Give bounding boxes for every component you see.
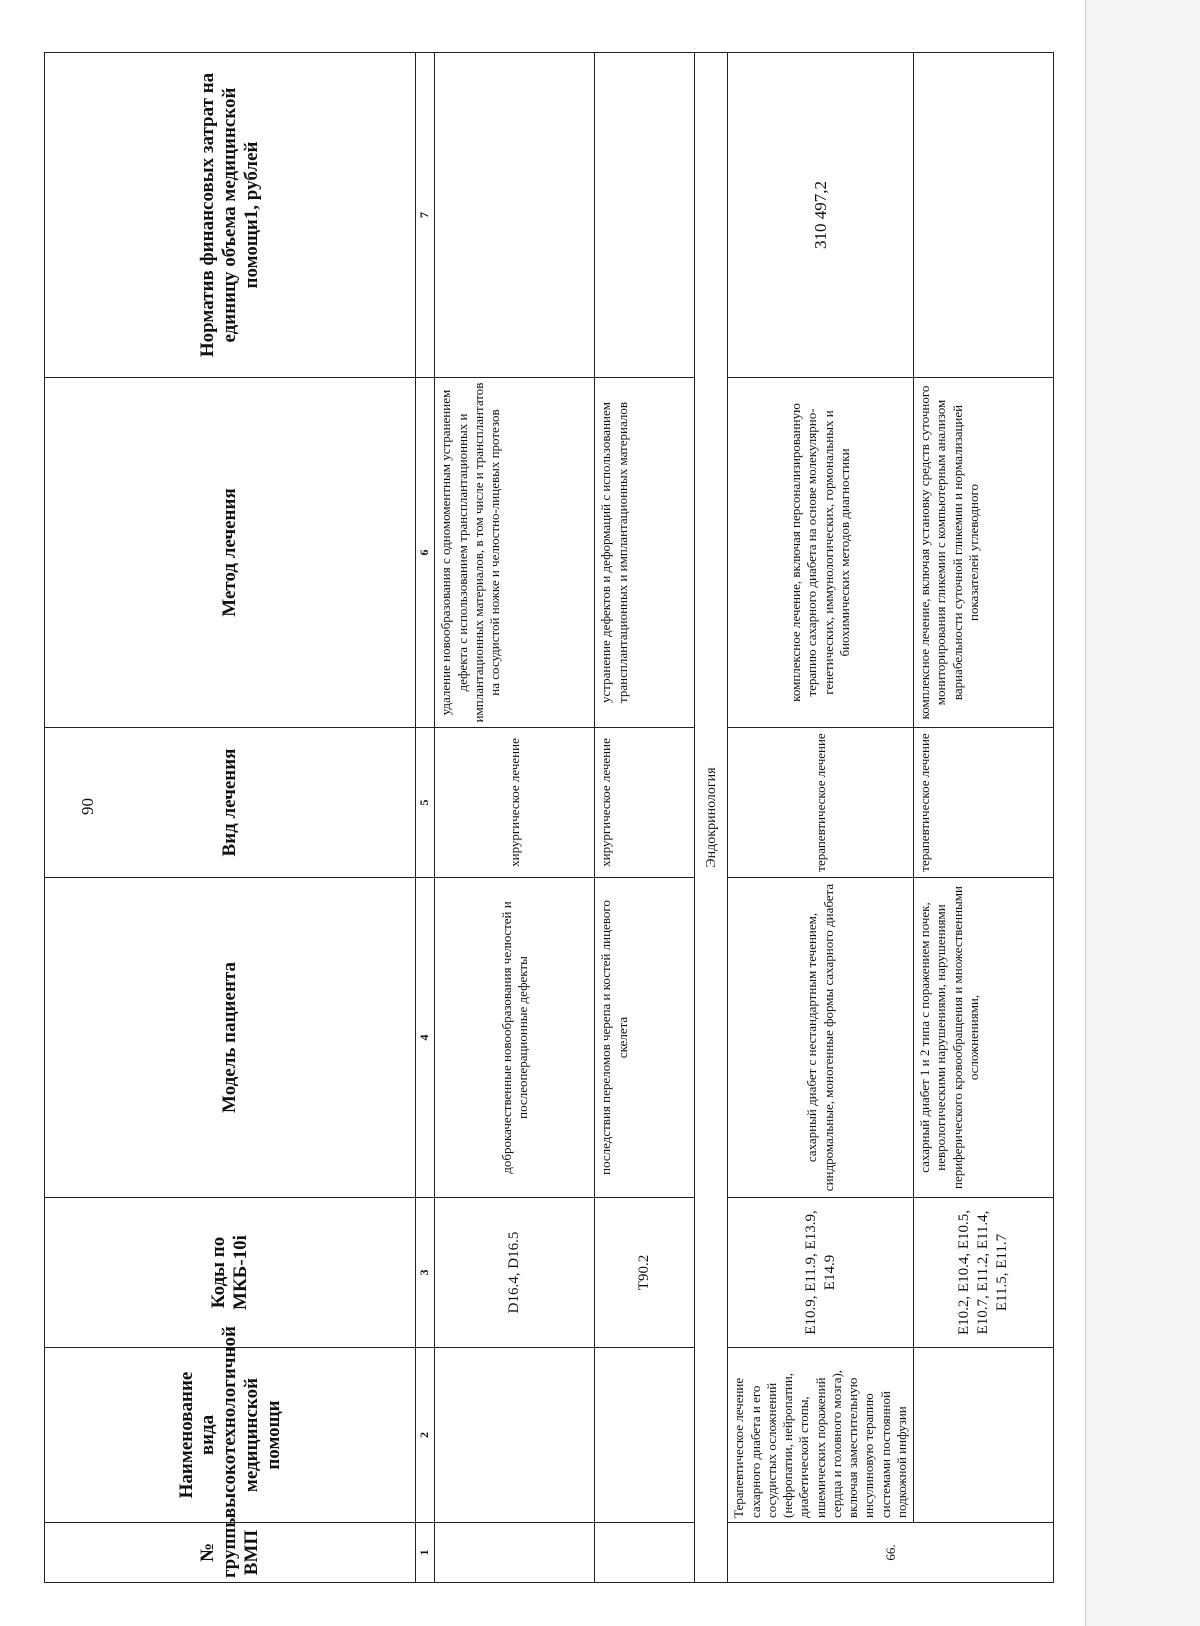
section-title: Эндокринология	[695, 53, 728, 1583]
treatment-type-cell: хирургическое лечение	[435, 728, 595, 878]
cost-norm-cell	[435, 53, 595, 378]
group-number-cell: 66.	[728, 1523, 1054, 1583]
patient-model-cell: сахарный диабет 1 и 2 типа с поражением почек, неврологическими нарушениями, нарушениями периферического кровообращения и множественными осложнениями,	[914, 878, 1054, 1198]
treatment-method-cell: устранение дефектов и деформаций с использованием трансплантационных и имплантационных материалов	[595, 378, 695, 728]
care-name-cell	[435, 1348, 595, 1523]
treatment-method-cell: удаление новообразования с одномоментным устранением дефекта с использованием трансплантационных и имплантационных материалов, в том числе и трансплантатов на сосудистой ножке и челюстно-лицевых протезов	[435, 378, 595, 728]
header-icd-codes: Коды по МКБ-10i	[45, 1198, 416, 1348]
column-number: 4	[416, 878, 435, 1198]
group-number-cell	[595, 1523, 695, 1583]
treatment-method-cell: комплексное лечение, включая персонализированную терапию сахарного диабета на основе молекулярно-генетических, иммунологических, гормональных и биохимических методов диагностики	[728, 378, 914, 728]
cost-norm-cell	[914, 53, 1054, 378]
cost-norm-cell: 310 497,2	[728, 53, 914, 378]
care-name-cell: Терапевтическое лечение сахарного диабета и его сосудистых осложнений (нефропатии, нейропатии, диабетической стопы, ишемических поражений сердца и головного мозга), включая заместительную инсулиновую терапию системами постоянной подкожной инфузии	[728, 1348, 914, 1523]
table-row	[435, 53, 595, 1583]
care-name-cell	[914, 1348, 1054, 1523]
care-name-cell	[595, 1348, 695, 1523]
vmp-table	[44, 52, 1054, 1583]
icd-codes-cell: D16.4, D16.5	[435, 1198, 595, 1348]
icd-codes-cell: E10.9, E11.9, E13.9, E14.9	[728, 1198, 914, 1348]
page-number: 90	[78, 798, 97, 815]
group-number-cell	[435, 1523, 595, 1583]
column-number: 3	[416, 1198, 435, 1348]
patient-model-cell: доброкачественные новообразования челюстей и послеоперационные дефекты	[435, 878, 595, 1198]
table-row	[595, 53, 695, 1583]
section-row	[695, 53, 728, 1583]
header-patient-model: Модель пациента	[45, 878, 416, 1198]
header-care-name: Наименование вида высокотехнологичной медицинской помощи	[45, 1348, 416, 1523]
icd-codes-cell: E10.2, E10.4, E10.5, E10.7, E11.2, E11.4, E11.5, E11.7	[914, 1198, 1054, 1348]
column-number: 2	[416, 1348, 435, 1523]
treatment-method-cell: комплексное лечение, включая установку средств суточного мониторирования гликемии с компьютерным анализом вариабельности суточной гликемии и нормализацией показателей углеводного	[914, 378, 1054, 728]
treatment-type-cell: хирургическое лечение	[595, 728, 695, 878]
column-number: 5	[416, 728, 435, 878]
column-number: 6	[416, 378, 435, 728]
column-number: 7	[416, 53, 435, 378]
table-row	[914, 53, 1054, 1583]
cost-norm-cell	[595, 53, 695, 378]
page-gutter	[1085, 0, 1200, 1626]
treatment-type-cell: терапевтическое лечение	[914, 728, 1054, 878]
patient-model-cell: последствия переломов черепа и костей лицевого скелета	[595, 878, 695, 1198]
table-row	[728, 53, 914, 1583]
treatment-type-cell: терапевтическое лечение	[728, 728, 914, 878]
patient-model-cell: сахарный диабет с нестандартным течением, синдромальные, моногенные формы сахарного диабета	[728, 878, 914, 1198]
column-number-row	[416, 53, 435, 1583]
header-treatment-type: Вид лечения	[45, 728, 416, 878]
column-number: 1	[416, 1523, 435, 1583]
header-treatment-method: Метод лечения	[45, 378, 416, 728]
rotated-table-container	[44, 53, 1054, 1583]
header-cost-norm: Норматив финансовых затрат на единицу объема медицинской помощи1, рублей	[45, 53, 416, 378]
icd-codes-cell: T90.2	[595, 1198, 695, 1348]
header-group-number: № группы ВМП	[45, 1523, 416, 1583]
header-row	[45, 53, 416, 1583]
